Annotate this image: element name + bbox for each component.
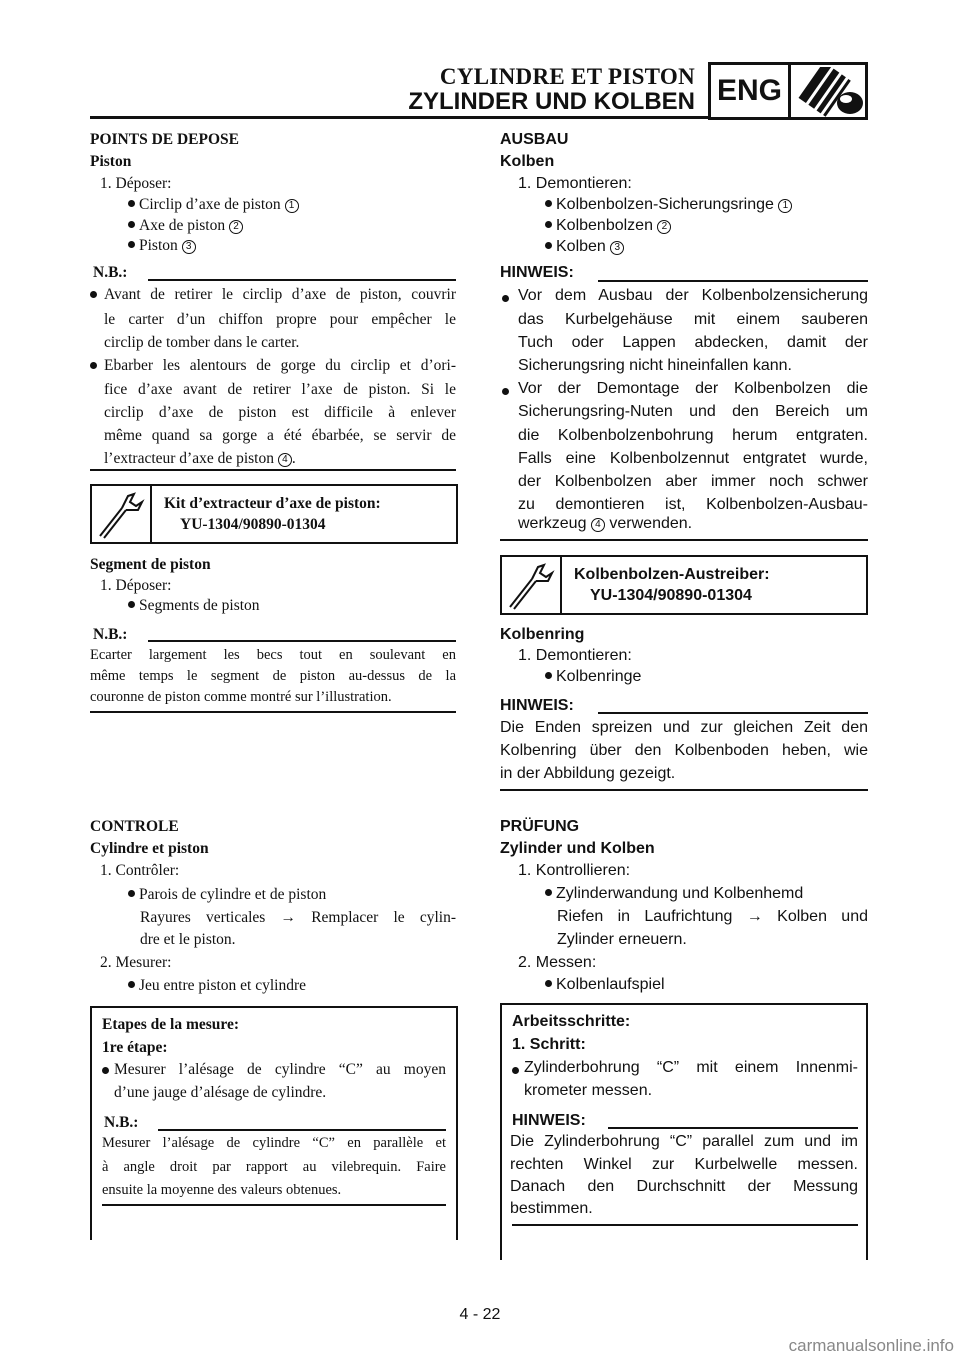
note-line: der Kolbenbolzen aber immer noch schwer bbox=[518, 473, 868, 490]
step: 1. Kontrollieren: bbox=[518, 862, 631, 879]
bullet-icon bbox=[545, 889, 552, 896]
list-item: Kolbenbolzen 2 bbox=[545, 217, 671, 235]
note-line: das Kurbelgehäuse mit einem sauberen bbox=[518, 311, 868, 328]
section-title: AUSBAU bbox=[500, 131, 569, 148]
note-label: N.B.: bbox=[93, 264, 128, 281]
note-line: ensuite la moyenne des valeurs obtenues. bbox=[102, 1182, 342, 1198]
list-item-detail: dre et le piston. bbox=[140, 931, 236, 948]
list-item: Piston 3 bbox=[128, 237, 196, 255]
list-item: Kolbenlaufspiel bbox=[545, 976, 665, 994]
bullet-icon bbox=[90, 291, 97, 298]
measure-line: krometer messen. bbox=[524, 1082, 653, 1099]
tool-title: Kolbenbolzen-Austreiber: bbox=[574, 566, 770, 583]
bullet-icon bbox=[545, 221, 552, 228]
note-line: circlip d’axe de piston est difficile à enlever bbox=[104, 404, 456, 421]
measure-title: Arbeitsschritte: bbox=[512, 1013, 631, 1030]
note-rule bbox=[148, 279, 456, 281]
note-line: Die Enden spreizen und zur gleichen Zeit den bbox=[500, 719, 868, 736]
note-label: N.B.: bbox=[93, 626, 128, 643]
tool-box bbox=[90, 484, 458, 544]
note-line: bestimmen. bbox=[510, 1200, 593, 1217]
note-rule bbox=[598, 712, 868, 714]
note-line: in der Abbildung gezeigt. bbox=[500, 765, 676, 782]
measure-box-right bbox=[866, 1003, 868, 1260]
measure-box-left bbox=[500, 1003, 502, 1260]
bullet-icon bbox=[128, 221, 135, 228]
subsection-title: Kolben bbox=[500, 153, 555, 170]
tool-icon bbox=[92, 486, 152, 542]
bullet-icon bbox=[502, 388, 509, 395]
note-line: à angle droit par rapport au vilebrequin. Faire bbox=[102, 1159, 446, 1175]
ref-number: 3 bbox=[610, 241, 624, 255]
subsection-title: Cylindre et piston bbox=[90, 840, 209, 857]
list-item: Axe de piston 2 bbox=[128, 217, 243, 235]
ref-number: 4 bbox=[278, 453, 292, 467]
note-line: Sicherungsring nicht hineinfallen kann. bbox=[518, 357, 792, 374]
note-label: HINWEIS: bbox=[500, 697, 574, 714]
bullet-icon bbox=[128, 200, 135, 207]
note-end-rule bbox=[90, 711, 456, 713]
note-line: Ecarter largement les becs tout en soulevant en bbox=[90, 647, 456, 663]
page-title-fr: CYLINDRE ET PISTON bbox=[439, 64, 695, 89]
measure-line: d’une jauge d’alésage de cylindre. bbox=[114, 1084, 327, 1101]
measure-step: 1re étape: bbox=[102, 1039, 168, 1056]
page-number: 4 - 22 bbox=[459, 1306, 501, 1323]
note-label: HINWEIS: bbox=[500, 264, 574, 281]
arrow-icon: → bbox=[746, 908, 763, 925]
subsection-title: Segment de piston bbox=[90, 556, 211, 573]
watermark: carmanualsonline.info bbox=[788, 1336, 954, 1355]
list-item-detail: Rayures verticales → Remplacer le cylin- bbox=[140, 909, 456, 926]
note-rule bbox=[158, 1129, 446, 1131]
arrow-icon: → bbox=[280, 909, 297, 926]
list-item: Segments de piston bbox=[128, 597, 260, 615]
note-line: Mesurer l’alésage de cylindre “C” en parallèle et bbox=[102, 1135, 446, 1151]
note-line: Vor der Demontage der Kolbenbolzen die bbox=[518, 380, 868, 397]
measure-box-top bbox=[90, 1006, 458, 1008]
note-line: Danach den Durchschnitt der Messung bbox=[510, 1178, 858, 1195]
tool-value: YU-1304/90890-01304 bbox=[590, 587, 752, 604]
note-line: Kolbenring über den Kolbenboden heben, wie bbox=[500, 742, 868, 759]
measure-box-right bbox=[456, 1006, 458, 1240]
ref-number: 3 bbox=[182, 240, 196, 254]
column-fr bbox=[90, 0, 458, 1358]
note-rule bbox=[148, 640, 456, 642]
note-line: rechten Winkel zur Kurbelwelle messen. bbox=[510, 1156, 858, 1173]
bullet-icon bbox=[512, 1067, 519, 1074]
measure-line: Mesurer l’alésage de cylindre “C” au moyen bbox=[114, 1061, 446, 1078]
note-line: même temps le segment de piston au-dessus de la bbox=[90, 668, 456, 684]
bullet-icon bbox=[128, 241, 135, 248]
list-item: Parois de cylindre et de piston bbox=[128, 886, 326, 904]
note-line: circlip de tomber dans le carter. bbox=[104, 334, 300, 351]
tool-icon bbox=[502, 557, 562, 613]
bullet-icon bbox=[128, 890, 135, 897]
subsection-title: Kolbenring bbox=[500, 626, 585, 643]
note-line: werkzeug 4 verwenden. bbox=[518, 515, 693, 532]
bullet-icon bbox=[545, 242, 552, 249]
step: 1. Demontieren: bbox=[518, 175, 632, 192]
step: 1. Contrôler: bbox=[100, 862, 180, 879]
measure-box-left bbox=[90, 1006, 92, 1240]
list-item: Jeu entre piston et cylindre bbox=[128, 977, 306, 995]
note-end-rule bbox=[102, 1204, 446, 1206]
step: 1. Déposer: bbox=[100, 577, 172, 594]
tool-box bbox=[500, 555, 868, 615]
ref-number: 4 bbox=[591, 518, 605, 532]
note-line: couronne de piston comme montré sur l’illustration. bbox=[90, 689, 392, 705]
note-end-rule bbox=[90, 469, 456, 471]
bullet-icon bbox=[128, 981, 135, 988]
list-item: Kolbenringe bbox=[545, 668, 641, 686]
ref-number: 1 bbox=[778, 199, 792, 213]
note-line: Sicherungsring-Nuten und den Bereich um bbox=[518, 403, 868, 420]
bullet-icon bbox=[128, 601, 135, 608]
bullet-icon bbox=[545, 672, 552, 679]
measure-line: Zylinderbohrung “C” mit einem Innenmi- bbox=[524, 1059, 858, 1076]
list-item-detail: Zylinder erneuern. bbox=[557, 931, 687, 948]
tool-value: YU-1304/90890-01304 bbox=[180, 516, 326, 533]
note-line: même quand sa gorge a été ébarbée, se servir de bbox=[104, 427, 456, 444]
note-line: l’extracteur d’axe de piston 4 . bbox=[104, 450, 296, 467]
list-item: Circlip d’axe de piston 1 bbox=[128, 196, 299, 214]
measure-title: Etapes de la mesure: bbox=[102, 1016, 240, 1033]
note-label: N.B.: bbox=[104, 1114, 139, 1131]
subsection-title: Zylinder und Kolben bbox=[500, 840, 655, 857]
note-end-rule bbox=[512, 1224, 858, 1226]
note-line: fice d’axe avant de retirer l’axe de piston. Si le bbox=[104, 381, 456, 398]
subsection-title: Piston bbox=[90, 153, 132, 170]
step: 1. Déposer: bbox=[100, 175, 172, 192]
list-item-detail: Riefen in Laufrichtung → Kolben und bbox=[557, 908, 868, 925]
column-de bbox=[500, 0, 868, 1358]
bullet-icon bbox=[90, 362, 97, 369]
note-end-rule bbox=[500, 789, 868, 791]
ref-number: 1 bbox=[285, 199, 299, 213]
list-item: Zylinderwandung und Kolbenhemd bbox=[545, 885, 803, 903]
section-title: CONTROLE bbox=[90, 818, 179, 835]
note-rule bbox=[598, 280, 868, 282]
bullet-icon bbox=[545, 200, 552, 207]
bullet-icon bbox=[545, 980, 552, 987]
section-title: POINTS DE DEPOSE bbox=[90, 131, 240, 148]
note-line: Tuch oder Lappen abdecken, damit der bbox=[518, 334, 868, 351]
measure-step: 1. Schritt: bbox=[512, 1036, 586, 1053]
note-line: Avant de retirer le circlip d’axe de piston, couvrir bbox=[104, 286, 456, 303]
step: 2. Mesurer: bbox=[100, 954, 172, 971]
note-line: Ebarber les alentours de gorge du circlip et d’ori- bbox=[104, 357, 456, 374]
page-title-de: ZYLINDER UND KOLBEN bbox=[408, 88, 695, 115]
tool-title: Kit d’extracteur d’axe de piston: bbox=[164, 495, 381, 512]
note-line: die Kolbenbolzenbohrung herum entgraten. bbox=[518, 427, 868, 444]
note-rule bbox=[608, 1127, 858, 1129]
section-badge-label: ENG bbox=[711, 65, 791, 117]
list-item: Kolbenbolzen-Sicherungsringe 1 bbox=[545, 196, 792, 214]
note-line: Vor dem Ausbau der Kolbenbolzensicherung bbox=[518, 287, 868, 304]
measure-box-top bbox=[500, 1003, 868, 1005]
bullet-icon bbox=[102, 1067, 109, 1074]
note-line: zu demontieren ist, Kolbenbolzen-Ausbau- bbox=[518, 496, 868, 513]
section-title: PRÜFUNG bbox=[500, 818, 580, 835]
note-label: HINWEIS: bbox=[512, 1112, 586, 1129]
note-end-rule bbox=[500, 539, 868, 541]
note-line: Falls eine Kolbenbolzennut entgratet wurde, bbox=[518, 450, 868, 467]
step: 2. Messen: bbox=[518, 954, 597, 971]
step: 1. Demontieren: bbox=[518, 647, 632, 664]
ref-number: 2 bbox=[229, 220, 243, 234]
list-item: Kolben 3 bbox=[545, 238, 624, 256]
bullet-icon bbox=[502, 295, 509, 302]
note-line: le carter d’un chiffon propre pour empêcher le bbox=[104, 311, 456, 328]
note-line: Die Zylinderbohrung “C” parallel zum und im bbox=[510, 1133, 858, 1150]
ref-number: 2 bbox=[657, 220, 671, 234]
